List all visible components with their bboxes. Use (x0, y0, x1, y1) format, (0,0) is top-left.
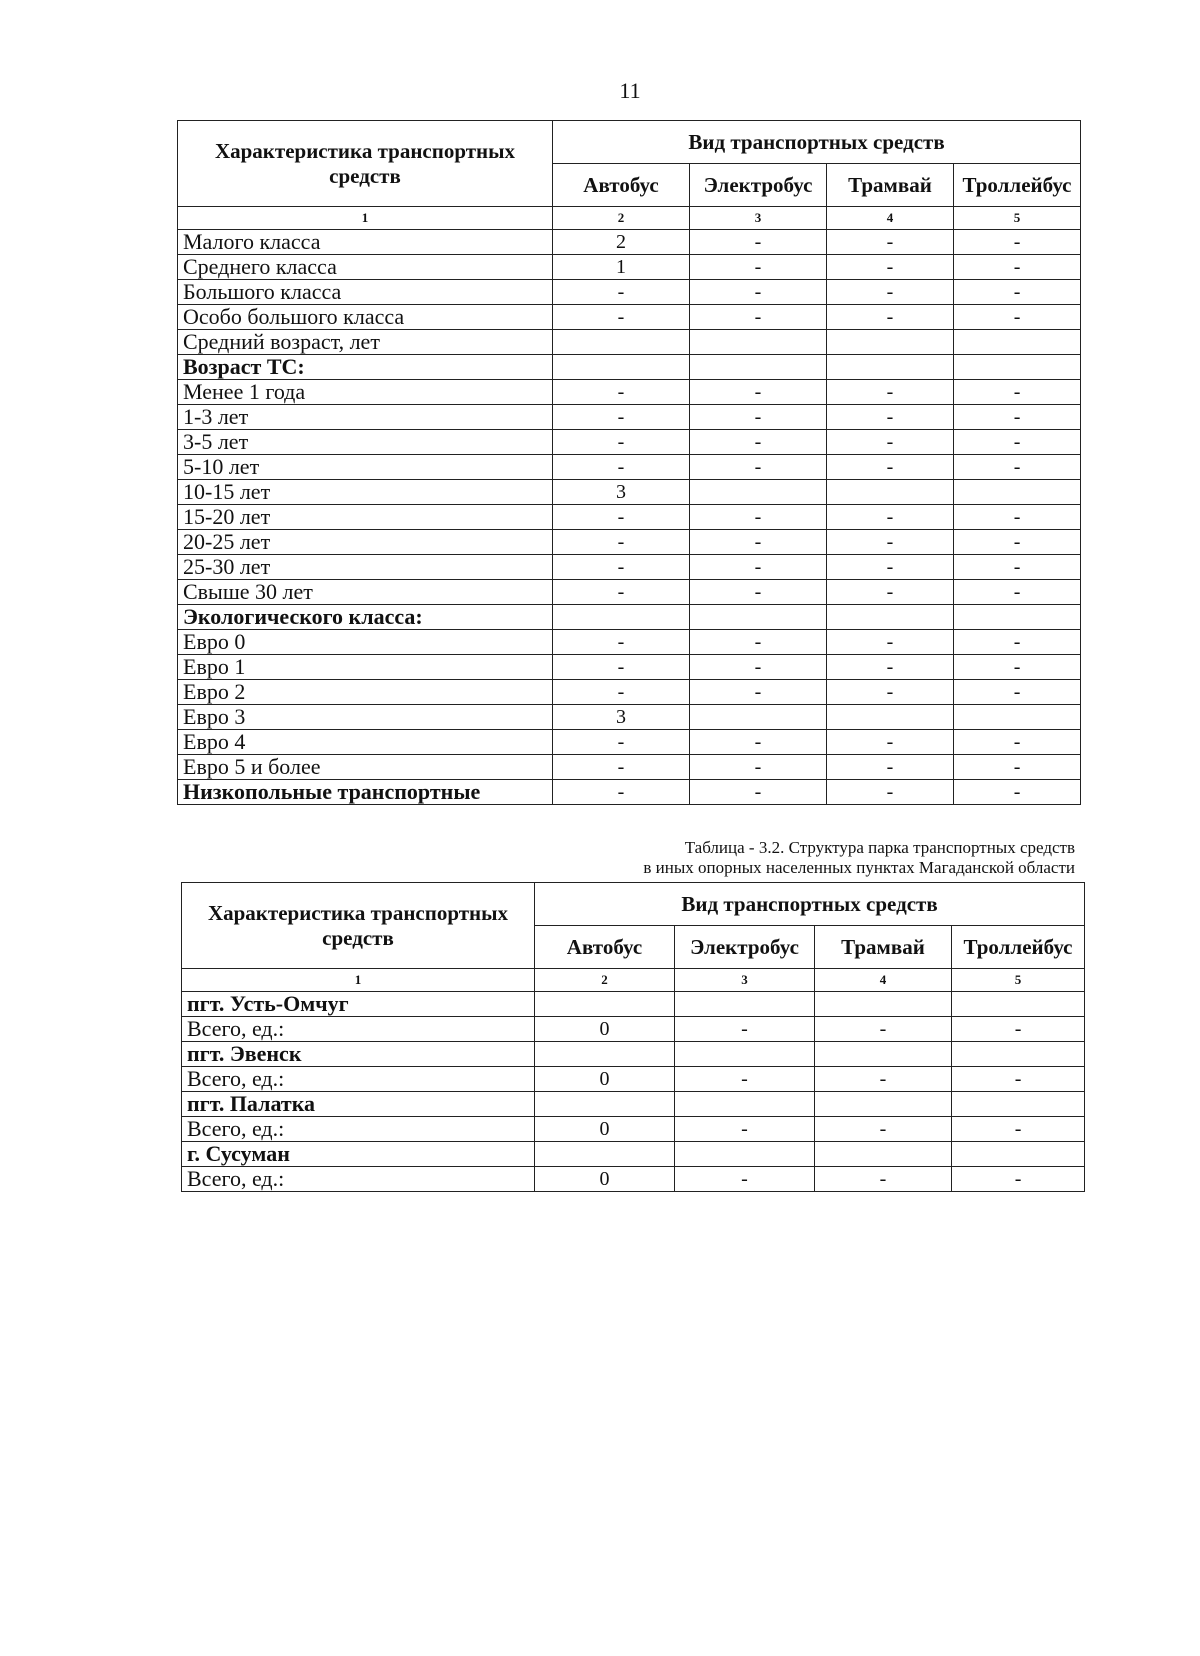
row-value: - (952, 1167, 1085, 1192)
row-label: Среднего класса (178, 255, 553, 280)
row-label: Всего, ед.: (182, 1117, 535, 1142)
row-value: - (815, 1067, 952, 1092)
row-value (553, 330, 690, 355)
table-row (178, 530, 1081, 555)
row-value: - (827, 305, 954, 330)
table-row (182, 1092, 1085, 1117)
row-value: - (827, 380, 954, 405)
column-header-trolleybus: Троллейбус (954, 164, 1081, 207)
caption-line: Таблица - 3.2. Структура парка транспортных средств (684, 838, 1075, 857)
characteristic-header: Характеристика транспортных средств (182, 883, 535, 969)
row-value: - (690, 505, 827, 530)
table-row (178, 655, 1081, 680)
row-value (952, 1092, 1085, 1117)
table-row (178, 230, 1081, 255)
vehicle-type-header: Вид транспортных средств (553, 121, 1081, 164)
row-value: - (690, 755, 827, 780)
table-row (178, 505, 1081, 530)
row-value: - (954, 680, 1081, 705)
row-value: - (827, 455, 954, 480)
row-label: Средний возраст, лет (178, 330, 553, 355)
row-value: 0 (535, 1117, 675, 1142)
row-label: Возраст ТС: (178, 355, 553, 380)
row-label: Евро 3 (178, 705, 553, 730)
table-row (178, 705, 1081, 730)
row-value (952, 1142, 1085, 1167)
column-header-electric-bus: Электробус (690, 164, 827, 207)
row-value: - (827, 280, 954, 305)
row-value: - (827, 680, 954, 705)
row-value: 1 (553, 255, 690, 280)
row-value: - (553, 280, 690, 305)
table-row (178, 680, 1081, 705)
row-value: - (553, 380, 690, 405)
row-value: - (690, 305, 827, 330)
row-value: - (827, 655, 954, 680)
row-value: - (675, 1167, 815, 1192)
column-header-electric-bus: Электробус (675, 926, 815, 969)
row-label: 5-10 лет (178, 455, 553, 480)
column-number: 4 (827, 207, 954, 230)
row-label: Менее 1 года (178, 380, 553, 405)
row-value (954, 355, 1081, 380)
table-row (178, 330, 1081, 355)
table-row (178, 580, 1081, 605)
row-value (815, 992, 952, 1017)
table-caption (600, 838, 1075, 878)
row-value (535, 1042, 675, 1067)
row-value: - (690, 430, 827, 455)
row-value: - (553, 730, 690, 755)
table-row (178, 755, 1081, 780)
row-value (952, 992, 1085, 1017)
table-row (178, 605, 1081, 630)
table-row (178, 355, 1081, 380)
row-value: - (553, 305, 690, 330)
row-value: - (553, 780, 690, 805)
row-value: - (690, 455, 827, 480)
row-value: - (954, 305, 1081, 330)
row-value: - (553, 755, 690, 780)
row-value: - (553, 505, 690, 530)
row-value (815, 1092, 952, 1117)
row-value (535, 1092, 675, 1117)
row-value (827, 705, 954, 730)
row-value (954, 480, 1081, 505)
row-value: - (954, 755, 1081, 780)
row-value: - (690, 630, 827, 655)
column-number: 3 (690, 207, 827, 230)
column-header-trolleybus: Троллейбус (952, 926, 1085, 969)
row-value: - (954, 780, 1081, 805)
row-value (815, 1142, 952, 1167)
row-value (690, 705, 827, 730)
column-number: 2 (553, 207, 690, 230)
row-value (952, 1042, 1085, 1067)
row-value (535, 992, 675, 1017)
row-value: - (690, 555, 827, 580)
row-value: - (954, 555, 1081, 580)
row-label: 20-25 лет (178, 530, 553, 555)
row-value: - (690, 380, 827, 405)
row-value: - (827, 430, 954, 455)
column-number: 5 (954, 207, 1081, 230)
table-row (178, 480, 1081, 505)
row-value: - (827, 505, 954, 530)
row-label: пгт. Палатка (182, 1092, 535, 1117)
row-value (827, 355, 954, 380)
row-label: Евро 5 и более (178, 755, 553, 780)
table-row (178, 455, 1081, 480)
row-value (675, 1092, 815, 1117)
table-row (178, 405, 1081, 430)
vehicle-type-header: Вид транспортных средств (535, 883, 1085, 926)
row-value: 3 (553, 480, 690, 505)
row-value: 0 (535, 1167, 675, 1192)
row-value (690, 355, 827, 380)
row-value (675, 992, 815, 1017)
row-value: - (827, 555, 954, 580)
row-label: пгт. Эвенск (182, 1042, 535, 1067)
row-label: Всего, ед.: (182, 1017, 535, 1042)
row-value: - (827, 780, 954, 805)
row-value (827, 480, 954, 505)
row-value: - (827, 405, 954, 430)
row-label: 25-30 лет (178, 555, 553, 580)
row-label: 3-5 лет (178, 430, 553, 455)
row-value: - (553, 655, 690, 680)
column-number: 1 (178, 207, 553, 230)
row-value: - (954, 730, 1081, 755)
table-row (178, 280, 1081, 305)
row-label: Экологического класса: (178, 605, 553, 630)
table-row (182, 1117, 1085, 1142)
row-value: - (952, 1067, 1085, 1092)
row-label: Всего, ед.: (182, 1167, 535, 1192)
row-label: г. Сусуман (182, 1142, 535, 1167)
row-value: - (690, 655, 827, 680)
row-value: - (675, 1017, 815, 1042)
table-row (178, 380, 1081, 405)
column-header-tram: Трамвай (827, 164, 954, 207)
column-header-bus: Автобус (553, 164, 690, 207)
table-row (178, 430, 1081, 455)
caption-line: в иных опорных населенных пунктах Магаданской области (643, 858, 1075, 877)
row-value: 2 (553, 230, 690, 255)
row-value: - (675, 1117, 815, 1142)
table-row (178, 730, 1081, 755)
table-row (182, 992, 1085, 1017)
row-value (675, 1142, 815, 1167)
row-label: Евро 0 (178, 630, 553, 655)
row-value (954, 705, 1081, 730)
table-row (178, 305, 1081, 330)
row-label: 10-15 лет (178, 480, 553, 505)
row-label: Евро 1 (178, 655, 553, 680)
table-row (182, 1017, 1085, 1042)
row-value: 0 (535, 1017, 675, 1042)
row-value (553, 605, 690, 630)
row-value: - (690, 230, 827, 255)
row-value: - (690, 280, 827, 305)
table-row (178, 630, 1081, 655)
row-label: Малого класса (178, 230, 553, 255)
column-header-bus: Автобус (535, 926, 675, 969)
row-value: - (690, 730, 827, 755)
column-number: 4 (815, 969, 952, 992)
row-value: - (690, 405, 827, 430)
row-value (535, 1142, 675, 1167)
row-value: - (954, 505, 1081, 530)
column-number: 5 (952, 969, 1085, 992)
table-row (182, 1167, 1085, 1192)
row-label: Низкопольные транспортные (178, 780, 553, 805)
row-value: - (954, 655, 1081, 680)
row-value (553, 355, 690, 380)
row-value: - (553, 430, 690, 455)
column-number: 3 (675, 969, 815, 992)
row-value: - (954, 280, 1081, 305)
row-value: - (827, 755, 954, 780)
row-value: - (827, 530, 954, 555)
row-value (954, 605, 1081, 630)
column-number: 2 (535, 969, 675, 992)
row-value: - (954, 455, 1081, 480)
row-value: - (954, 580, 1081, 605)
row-value (690, 480, 827, 505)
row-value: 0 (535, 1067, 675, 1092)
fleet-structure-table (177, 120, 1081, 805)
row-value: - (954, 380, 1081, 405)
row-value: - (827, 255, 954, 280)
row-value (690, 605, 827, 630)
page-number: 11 (619, 78, 641, 103)
row-value: - (815, 1017, 952, 1042)
table-row (178, 555, 1081, 580)
table-row (182, 1042, 1085, 1067)
table-row (178, 780, 1081, 805)
row-value: - (553, 530, 690, 555)
row-value: - (553, 405, 690, 430)
table-row (182, 1142, 1085, 1167)
row-label: 1-3 лет (178, 405, 553, 430)
row-value: - (954, 255, 1081, 280)
row-value: - (954, 630, 1081, 655)
row-label: 15-20 лет (178, 505, 553, 530)
row-value: - (827, 230, 954, 255)
table-row (178, 255, 1081, 280)
row-value: - (827, 630, 954, 655)
row-label: Евро 4 (178, 730, 553, 755)
row-label: Особо большого класса (178, 305, 553, 330)
row-value: - (690, 780, 827, 805)
row-value: - (827, 580, 954, 605)
row-value: - (553, 555, 690, 580)
table-row (182, 1067, 1085, 1092)
row-value: - (553, 630, 690, 655)
row-value: 3 (553, 705, 690, 730)
column-header-tram: Трамвай (815, 926, 952, 969)
row-label: Большого класса (178, 280, 553, 305)
row-value: - (690, 530, 827, 555)
row-value: - (954, 230, 1081, 255)
row-value: - (553, 680, 690, 705)
row-label: пгт. Усть-Омчуг (182, 992, 535, 1017)
row-value: - (827, 730, 954, 755)
row-value (675, 1042, 815, 1067)
row-label: Свыше 30 лет (178, 580, 553, 605)
row-value (954, 330, 1081, 355)
row-label: Евро 2 (178, 680, 553, 705)
row-value (690, 330, 827, 355)
row-value: - (954, 405, 1081, 430)
row-value: - (952, 1117, 1085, 1142)
row-value: - (690, 680, 827, 705)
row-value: - (553, 455, 690, 480)
row-value: - (690, 255, 827, 280)
row-value (815, 1042, 952, 1067)
row-value: - (553, 580, 690, 605)
row-value: - (954, 530, 1081, 555)
characteristic-header: Характеристика транспортных средств (178, 121, 553, 207)
column-number: 1 (182, 969, 535, 992)
row-value (827, 605, 954, 630)
row-value: - (954, 430, 1081, 455)
row-value: - (675, 1067, 815, 1092)
row-value: - (952, 1017, 1085, 1042)
row-value (827, 330, 954, 355)
row-label: Всего, ед.: (182, 1067, 535, 1092)
row-value: - (690, 580, 827, 605)
row-value: - (815, 1117, 952, 1142)
settlements-fleet-table (181, 882, 1085, 1192)
row-value: - (815, 1167, 952, 1192)
